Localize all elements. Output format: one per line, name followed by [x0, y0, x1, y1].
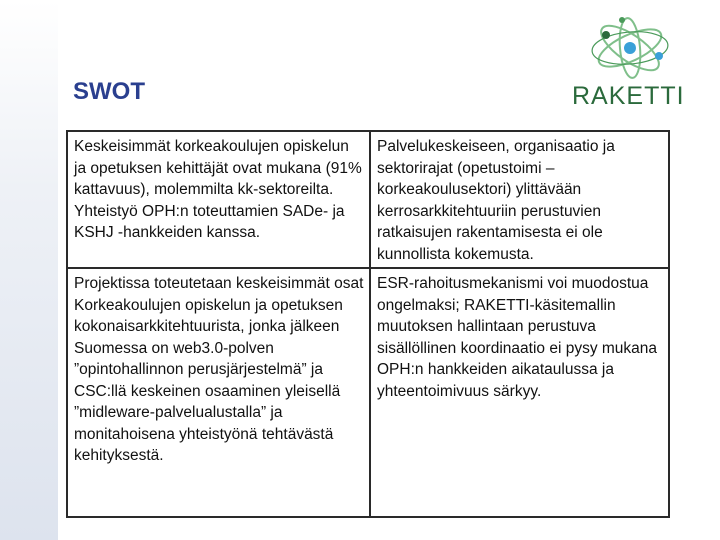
cell-text: Keskeisimmät korkeakoulujen opiskelun ja opetuksen kehittäjät ovat mukana (91% kattavuus), molemmilta kk-sektoreilta. Yhteistyö OPH:n toteuttamien SADe- ja KSHJ -hankkeiden kanssa.	[74, 138, 362, 241]
swot-table	[66, 130, 670, 518]
swot-cell-strengths	[67, 131, 370, 268]
table-row	[67, 268, 669, 517]
cell-text: ESR-rahoitusmekanismi voi muodostua ongelmaksi; RAKETTI-käsitemallin muutoksen hallintaan perustuva sisällöllinen koordinaatio ei pysy mukana OPH:n hankkeiden aikataulussa ja yhteentoimivuus särkyy.	[377, 275, 658, 400]
cell-text: Projektissa toteutetaan keskeisimmät osat Korkeakoulujen opiskelun ja opetuksen kokonaisarkkitehtuurista, jonka jälkeen Suomessa on web3.0-polven ”opintohallinnon perusjärjestelmä” ja CSC:llä keskeinen osaaminen yleisellä ”midleware-palvelualustalla” ja monitahoisena yhteistyönä tehtävästä kehityksestä.	[74, 275, 364, 464]
swot-cell-threats	[370, 268, 669, 517]
table-row	[67, 131, 669, 268]
side-decoration-bar	[0, 0, 58, 540]
swot-cell-opportunities	[67, 268, 370, 517]
cell-text: Palvelukeskeiseen, organisaatio ja sektorirajat (opetustoimi – korkeakoulusektori) ylittävään kerrosarkkitehtuuriin perustuvien ratkaisujen rakentamisesta ei ole kunnollista kokemusta.	[377, 138, 615, 263]
raketti-wordmark: RAKETTI	[572, 82, 685, 110]
swot-cell-weaknesses	[370, 131, 669, 268]
page-title: SWOT	[73, 78, 145, 105]
